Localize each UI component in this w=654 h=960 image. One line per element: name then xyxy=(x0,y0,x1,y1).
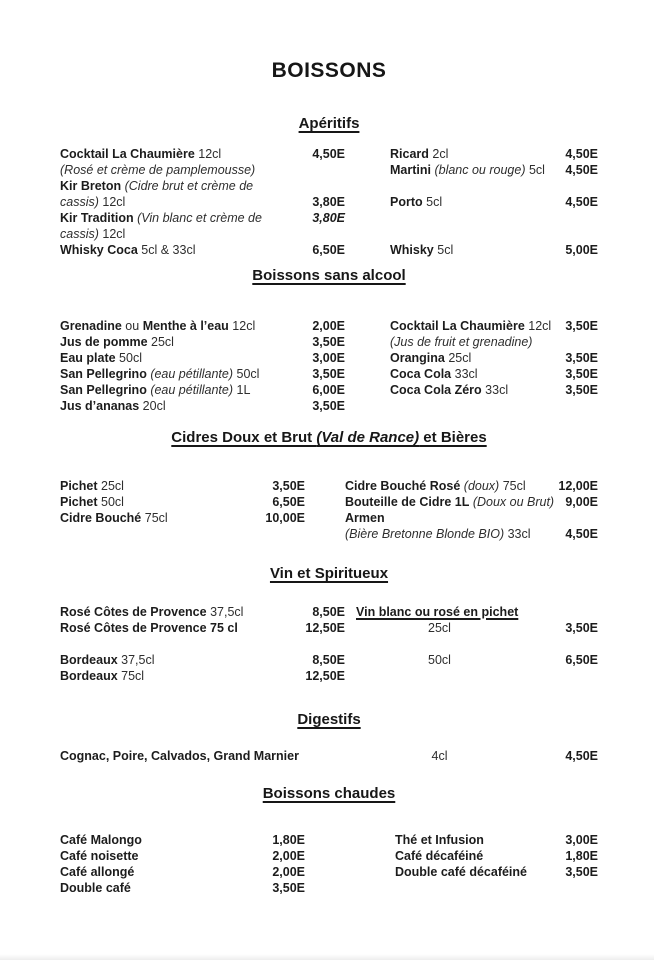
menu-item-price: 3,50E xyxy=(312,335,345,349)
text-segment: (Vin blanc et crème de xyxy=(133,211,262,225)
menu-row xyxy=(60,620,598,636)
column-gap xyxy=(345,318,390,334)
text-segment: Pichet xyxy=(60,495,98,509)
menu-row xyxy=(60,668,598,684)
menu-item-price: 3,00E xyxy=(312,351,345,365)
text-segment: 12cl xyxy=(194,147,222,161)
text-segment: (Rosé et crème de pamplemousse) xyxy=(60,163,256,177)
text-segment: Thé et Infusion xyxy=(395,833,484,847)
section-rows xyxy=(60,604,598,684)
menu-item-price: 2,00E xyxy=(272,865,305,879)
menu-item-price: 3,50E xyxy=(565,383,598,397)
column-gap xyxy=(305,880,395,896)
menu-item-name xyxy=(345,526,531,542)
text-segment: Cocktail La Chaumière xyxy=(390,319,525,333)
menu-item-name xyxy=(356,652,523,668)
menu-item-price: 2,00E xyxy=(312,319,345,333)
menu-item-price xyxy=(270,748,345,764)
menu-item-name xyxy=(390,382,523,398)
text-segment: Apéritifs xyxy=(298,115,360,132)
menu-item-price xyxy=(270,226,345,242)
menu-item-price: 8,50E xyxy=(312,653,345,667)
text-segment: (Bière Bretonne Blonde BIO) xyxy=(345,527,505,541)
text-segment: 50cl xyxy=(233,367,260,381)
menu-item-name xyxy=(390,334,533,350)
text-segment: Pichet xyxy=(60,479,98,493)
text-segment: 5cl xyxy=(433,243,454,257)
text-segment: 1L xyxy=(233,383,251,397)
text-segment: Boissons chaudes xyxy=(262,785,396,802)
menu-row xyxy=(60,366,598,382)
menu-item-name xyxy=(60,194,270,210)
menu-row xyxy=(60,194,598,210)
menu-item-price: 4,50E xyxy=(565,749,598,763)
menu-row xyxy=(60,226,598,242)
menu-item-name xyxy=(356,620,523,636)
menu-item-name xyxy=(390,162,545,178)
text-segment: Café décaféiné xyxy=(395,849,484,863)
menu-row xyxy=(60,848,598,864)
menu-item-name xyxy=(60,604,270,620)
column-gap xyxy=(305,848,395,864)
menu-item-name xyxy=(60,510,230,526)
text-segment: (Doux ou Brut) xyxy=(469,495,555,509)
menu-item-name xyxy=(60,318,270,334)
menu-item-price: 3,50E xyxy=(272,479,305,493)
menu-item-price xyxy=(270,162,345,178)
text-segment: Cognac, Poire, Calvados, Grand Marnier xyxy=(60,749,299,763)
text-segment: 75cl xyxy=(117,669,145,683)
menu-item-price xyxy=(523,510,598,526)
column-gap xyxy=(345,636,356,652)
text-segment: 12cl xyxy=(98,195,126,209)
text-segment: Vin blanc ou rosé en pichet xyxy=(356,605,519,619)
column-gap xyxy=(345,748,356,764)
menu-item-name xyxy=(60,880,230,896)
menu-item-name xyxy=(390,350,523,366)
menu-row xyxy=(60,832,598,848)
section-rows xyxy=(60,748,598,764)
menu-item-price: 4,50E xyxy=(565,147,598,161)
menu-item-price: 4,50E xyxy=(312,147,345,161)
menu-item-price xyxy=(523,334,598,350)
page-bottom-edge xyxy=(0,954,654,960)
text-segment: Whisky Coca xyxy=(60,243,138,257)
text-segment: (Cidre brut et crème de xyxy=(121,179,254,193)
menu-item-name xyxy=(60,478,230,494)
text-segment: San Pellegrino xyxy=(60,367,147,381)
menu-item-name xyxy=(395,832,523,848)
section-heading-text xyxy=(297,711,360,728)
menu-item-price: 12,50E xyxy=(305,669,345,683)
menu-item-name xyxy=(390,318,552,334)
menu-item-price: 6,50E xyxy=(565,653,598,667)
section-rows xyxy=(60,832,598,896)
menu-row xyxy=(60,510,598,526)
section-heading-text xyxy=(252,267,405,284)
menu-item-name xyxy=(60,748,299,764)
text-segment: Vin et Spiritueux xyxy=(269,565,389,582)
menu-item-name xyxy=(60,242,270,258)
menu-item-price: 3,50E xyxy=(565,621,598,635)
text-segment: 4cl xyxy=(431,749,448,763)
menu-item-price: 4,50E xyxy=(565,195,598,209)
text-segment: 50cl xyxy=(428,653,451,667)
menu-item-price: 3,50E xyxy=(312,367,345,381)
menu-item-price: 3,50E xyxy=(565,351,598,365)
menu-item-price: 3,50E xyxy=(272,881,305,895)
section-heading-text xyxy=(270,565,388,582)
column-gap xyxy=(345,162,390,178)
menu-section-aperitifs xyxy=(60,114,598,258)
menu-row xyxy=(60,748,598,764)
menu-item-name xyxy=(60,146,270,162)
text-segment: Bouteille de Cidre 1L xyxy=(345,495,470,509)
column-gap xyxy=(345,350,390,366)
menu-item-name xyxy=(60,350,270,366)
column-gap xyxy=(345,210,390,226)
menu-item-name xyxy=(395,880,523,896)
menu-item-name xyxy=(345,510,523,526)
menu-section-sans-alcool xyxy=(60,266,598,414)
menu-row xyxy=(60,526,598,542)
menu-item-name xyxy=(60,366,270,382)
column-gap xyxy=(345,194,390,210)
menu-item-name xyxy=(60,620,270,636)
menu-item-price xyxy=(230,526,305,542)
menu-section-digestifs xyxy=(60,710,598,764)
menu-row xyxy=(60,478,598,494)
text-segment: Coca Cola Zéro xyxy=(390,383,482,397)
menu-item-name xyxy=(60,334,270,350)
menu-row xyxy=(60,398,598,414)
section-heading xyxy=(60,710,598,730)
text-segment: 25cl xyxy=(97,479,124,493)
menu-item-price: 4,50E xyxy=(565,527,598,541)
menu-item-name xyxy=(390,242,523,258)
menu-row xyxy=(60,318,598,334)
menu-item-name xyxy=(345,494,555,510)
text-segment: 25cl xyxy=(444,351,472,365)
column-gap xyxy=(345,382,390,398)
text-segment: Coca Cola xyxy=(390,367,452,381)
menu-item-name xyxy=(60,162,270,178)
section-heading xyxy=(60,784,598,804)
menu-item-price xyxy=(523,210,598,226)
menu-item-price: 12,50E xyxy=(305,621,345,635)
text-segment: Café noisette xyxy=(60,849,139,863)
column-gap xyxy=(345,242,390,258)
menu-item-name xyxy=(390,366,523,382)
menu-section-vin xyxy=(60,564,598,684)
text-segment: 25cl xyxy=(428,621,451,635)
text-segment: 37,5cl xyxy=(117,653,155,667)
section-heading xyxy=(60,114,598,134)
text-segment: (blanc ou rouge) xyxy=(430,163,526,177)
menu-item-name xyxy=(356,636,523,652)
menu-row xyxy=(60,494,598,510)
text-segment: Ricard xyxy=(390,147,429,161)
text-segment: Cidre Bouché xyxy=(60,511,142,525)
menu-item-price xyxy=(523,880,598,896)
menu-section-cidres xyxy=(60,428,598,542)
menu-item-name xyxy=(60,398,270,414)
text-segment: 75cl xyxy=(141,511,168,525)
section-rows xyxy=(60,318,598,414)
menu-row xyxy=(60,652,598,668)
menu-item-name xyxy=(60,210,270,226)
menu-item-price xyxy=(523,398,598,414)
text-segment: 33cl xyxy=(481,383,509,397)
text-segment: cassis) xyxy=(60,227,99,241)
text-segment: Rosé Côtes de Provence 75 cl xyxy=(60,621,238,635)
menu-item-price xyxy=(523,226,598,242)
menu-item-name xyxy=(390,194,523,210)
menu-row xyxy=(60,880,598,896)
section-heading xyxy=(60,266,598,286)
menu-item-name xyxy=(395,864,527,880)
menu-item-name xyxy=(60,832,230,848)
column-gap xyxy=(345,366,390,382)
menu-item-price: 12,00E xyxy=(558,479,598,493)
text-segment: Whisky xyxy=(390,243,434,257)
text-segment: Double café décaféiné xyxy=(395,865,527,879)
menu-sections xyxy=(60,114,598,896)
menu-item-name xyxy=(390,398,523,414)
menu-item-name xyxy=(60,864,230,880)
menu-item-price: 8,50E xyxy=(312,605,345,619)
menu-item-price xyxy=(523,604,598,620)
menu-item-name xyxy=(60,494,230,510)
menu-item-name xyxy=(390,178,523,194)
column-gap xyxy=(305,478,345,494)
menu-item-price: 1,80E xyxy=(272,833,305,847)
menu-item-price: 10,00E xyxy=(265,511,305,525)
menu-row xyxy=(60,604,598,620)
section-heading-text xyxy=(171,429,486,446)
text-segment: Orangina xyxy=(390,351,445,365)
menu-item-price: 6,50E xyxy=(312,243,345,257)
menu-row xyxy=(60,864,598,880)
column-gap xyxy=(345,668,356,684)
menu-row xyxy=(60,146,598,162)
section-heading-text xyxy=(263,785,396,802)
menu-item-price: 3,50E xyxy=(565,865,598,879)
menu-item-price xyxy=(270,636,345,652)
text-segment: Cidres Doux et Brut xyxy=(171,429,317,446)
menu-row xyxy=(60,334,598,350)
text-segment: 2cl xyxy=(428,147,449,161)
menu-item-price: 9,00E xyxy=(565,495,598,509)
text-segment: Boissons sans alcool xyxy=(252,267,406,284)
text-segment: 12cl xyxy=(98,227,126,241)
menu-section-chaudes xyxy=(60,784,598,896)
column-gap xyxy=(345,226,390,242)
text-segment: 5cl xyxy=(525,163,545,177)
menu-row xyxy=(60,636,598,652)
text-segment: 33cl xyxy=(451,367,478,381)
text-segment: (Jus de fruit et grenadine) xyxy=(390,335,533,349)
text-segment: Digestifs xyxy=(297,711,361,728)
text-segment: 12cl xyxy=(524,319,552,333)
column-gap xyxy=(305,832,395,848)
text-segment: 33cl xyxy=(504,527,531,541)
menu-item-price: 6,00E xyxy=(312,383,345,397)
column-gap xyxy=(305,494,345,510)
menu-item-price xyxy=(270,178,345,194)
menu-item-name xyxy=(60,636,270,652)
menu-item-name xyxy=(356,748,523,764)
menu-row xyxy=(60,350,598,366)
menu-row xyxy=(60,178,598,194)
text-segment: (eau pétillante) xyxy=(146,383,234,397)
menu-item-name xyxy=(390,210,523,226)
menu-item-price: 3,50E xyxy=(565,319,598,333)
column-gap xyxy=(305,864,395,880)
menu-item-name xyxy=(60,178,270,194)
column-gap xyxy=(345,398,390,414)
text-segment: Rosé Côtes de Provence xyxy=(60,605,207,619)
text-segment: 37,5cl xyxy=(206,605,244,619)
menu-item-name xyxy=(356,668,523,684)
text-segment: Kir Breton xyxy=(60,179,122,193)
text-segment: Café Malongo xyxy=(60,833,142,847)
text-segment: 5cl & 33cl xyxy=(137,243,196,257)
text-segment: Armen xyxy=(345,511,385,525)
text-segment: Jus d’ananas xyxy=(60,399,140,413)
text-segment: Menthe à l’eau xyxy=(142,319,229,333)
text-segment: Double café xyxy=(60,881,131,895)
text-segment: (Val de Rance) xyxy=(316,429,420,446)
menu-row xyxy=(60,162,598,178)
page-title: BOISSONS xyxy=(271,59,387,82)
column-gap xyxy=(345,620,356,636)
text-segment: 12cl xyxy=(228,319,256,333)
text-segment: Porto xyxy=(390,195,423,209)
section-heading xyxy=(60,564,598,584)
menu-row xyxy=(60,210,598,226)
menu-item-name xyxy=(60,668,270,684)
menu-item-name xyxy=(390,146,523,162)
text-segment: 50cl xyxy=(115,351,142,365)
text-segment: 50cl xyxy=(97,495,124,509)
column-gap xyxy=(305,526,345,542)
menu-item-price: 4,50E xyxy=(565,163,598,177)
menu-item-name xyxy=(356,604,523,620)
text-segment: Café allongé xyxy=(60,865,135,879)
text-segment: Kir Tradition xyxy=(60,211,134,225)
text-segment: ou xyxy=(121,319,143,333)
column-gap xyxy=(345,334,390,350)
menu-item-price xyxy=(523,668,598,684)
text-segment: San Pellegrino xyxy=(60,383,147,397)
text-segment: Martini xyxy=(390,163,431,177)
column-gap xyxy=(305,510,345,526)
text-segment: cassis) xyxy=(60,195,99,209)
menu-item-name xyxy=(60,526,230,542)
text-segment: (eau pétillante) xyxy=(146,367,234,381)
menu-item-name xyxy=(395,848,523,864)
column-gap xyxy=(345,178,390,194)
menu-item-price: 5,00E xyxy=(565,243,598,257)
text-segment: Eau plate xyxy=(60,351,116,365)
text-segment: (doux) xyxy=(460,479,500,493)
text-segment: 20cl xyxy=(139,399,166,413)
menu-row xyxy=(60,242,598,258)
menu-row xyxy=(60,382,598,398)
menu-item-name xyxy=(60,652,270,668)
menu-item-price: 3,80E xyxy=(312,211,345,225)
menu-item-name xyxy=(390,226,523,242)
text-segment: 25cl xyxy=(147,335,174,349)
menu-item-price: 1,80E xyxy=(565,849,598,863)
menu-item-price: 2,00E xyxy=(272,849,305,863)
menu-item-name xyxy=(60,382,270,398)
menu-item-price xyxy=(523,178,598,194)
text-segment: Bordeaux xyxy=(60,653,118,667)
text-segment: et Bières xyxy=(419,429,487,446)
text-segment: Cocktail La Chaumière xyxy=(60,147,195,161)
text-segment: Cidre Bouché Rosé xyxy=(345,479,461,493)
menu-item-name xyxy=(60,848,230,864)
text-segment: Grenadine xyxy=(60,319,122,333)
text-segment: 5cl xyxy=(422,195,443,209)
section-rows xyxy=(60,146,598,258)
section-heading-text xyxy=(299,115,360,132)
menu-item-name xyxy=(60,226,270,242)
menu-item-price: 6,50E xyxy=(272,495,305,509)
menu-item-price: 3,50E xyxy=(312,399,345,413)
menu-item-price xyxy=(523,636,598,652)
menu-item-price: 3,80E xyxy=(312,195,345,209)
text-segment: 75cl xyxy=(499,479,526,493)
section-heading xyxy=(60,428,598,448)
text-segment: Bordeaux xyxy=(60,669,118,683)
menu-item-price: 3,00E xyxy=(565,833,598,847)
column-gap xyxy=(345,604,356,620)
menu-item-price: 3,50E xyxy=(565,367,598,381)
column-gap xyxy=(345,652,356,668)
section-rows xyxy=(60,478,598,542)
column-gap xyxy=(345,146,390,162)
text-segment: Jus de pomme xyxy=(60,335,148,349)
menu-item-name xyxy=(345,478,526,494)
